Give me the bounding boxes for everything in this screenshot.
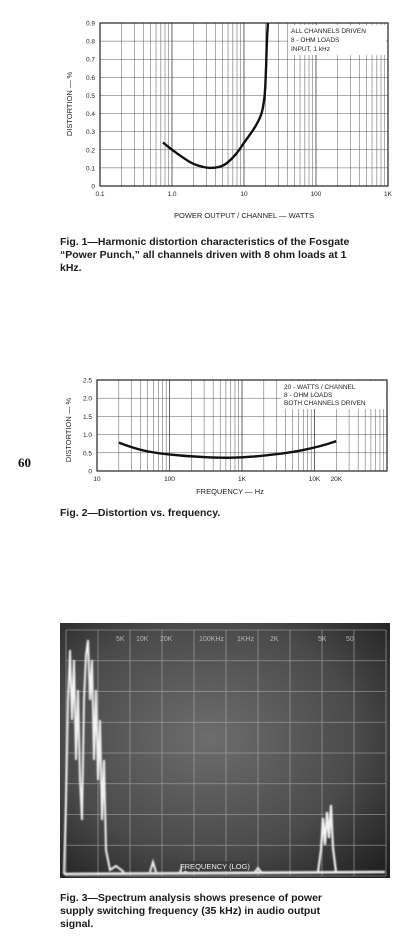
fig3-label-4: 100KHz xyxy=(199,636,224,643)
fig2-caption: Fig. 2—Distortion vs. frequency. xyxy=(60,507,221,519)
fig2-chart xyxy=(64,378,387,497)
fig1-caption: Fig. 1—Harmonic distortion characteristics of the Fosgate “Power Punch,” all channels driven with 8 ohm loads at 1 kHz. xyxy=(60,236,350,274)
fig3-screen-caption: FREQUENCY (LOG) xyxy=(180,862,250,871)
y-tick-label: 1.0 xyxy=(82,432,92,440)
x-tick-label: 10 xyxy=(93,476,101,483)
fig1-chart xyxy=(65,21,393,221)
x-tick-label: 0.1 xyxy=(95,191,105,198)
fig1-legend-line-2: 8 - OHM LOADS xyxy=(291,37,340,44)
x-tick-label: 100 xyxy=(310,191,322,198)
y-tick-label: 0.9 xyxy=(85,20,95,28)
fig3-label-2: 10K xyxy=(136,636,149,643)
fig2-y-axis-label: DISTORTION — % xyxy=(64,397,73,463)
fig1-x-axis-label: POWER OUTPUT / CHANNEL — WATTS xyxy=(173,211,315,220)
fig2-legend-line-1: 20 - WATTS / CHANNEL xyxy=(284,384,356,391)
y-tick-label: 2.0 xyxy=(82,395,92,403)
fig3-caption: Fig. 3—Spectrum analysis shows presence of power supply switching frequency (35 kHz) in audio output signal. xyxy=(60,892,322,930)
fig2-legend-line-3: BOTH CHANNELS DRIVEN xyxy=(284,400,366,407)
y-tick-label: 0.7 xyxy=(85,56,95,64)
x-tick-label: 1K xyxy=(238,476,246,483)
fig3-label-1: 5K xyxy=(116,636,125,643)
y-tick-label: 0.5 xyxy=(85,92,95,100)
y-tick-label: 0.2 xyxy=(85,147,95,155)
fig3-label-5: 1KHz xyxy=(237,636,255,643)
fig1-y-ticks xyxy=(86,21,95,191)
fig1-y-axis-label: DISTORTION — % xyxy=(65,71,74,137)
y-tick-label: 0.5 xyxy=(82,450,92,458)
x-tick-label: 1K xyxy=(384,191,392,198)
fig1-x-ticks xyxy=(95,191,392,198)
fig3-label-8: 50 xyxy=(346,636,354,643)
y-tick-label: 0.3 xyxy=(85,129,95,137)
fig2-x-ticks xyxy=(93,476,342,483)
fig1-legend-line-1: ALL CHANNELS DRIVEN xyxy=(291,28,366,35)
y-tick-label: 0.8 xyxy=(85,38,95,46)
y-tick-label: 1.5 xyxy=(82,413,92,421)
page-number: 60 xyxy=(18,455,31,470)
y-tick-label: 0 xyxy=(88,468,92,476)
x-tick-label: 10K xyxy=(308,476,321,483)
x-tick-label: 20K xyxy=(330,476,343,483)
y-tick-label: 0.4 xyxy=(85,111,95,119)
x-tick-label: 1.0 xyxy=(167,191,177,198)
y-tick-label: 2.5 xyxy=(82,377,92,385)
fig2-x-axis-label: FREQUENCY — Hz xyxy=(196,487,264,496)
y-tick-label: 0 xyxy=(91,183,95,191)
fig3-label-3: 20K xyxy=(160,636,173,643)
fig1-legend-line-3: INPUT, 1 kHz xyxy=(291,46,331,53)
y-tick-label: 0.1 xyxy=(85,165,95,173)
fig3-label-7: 5K xyxy=(318,636,327,643)
y-tick-label: 0.6 xyxy=(85,74,95,82)
fig3-label-6: 2K xyxy=(270,636,279,643)
fig2-y-ticks xyxy=(83,378,92,476)
fig2-legend-line-2: 8 - OHM LOADS xyxy=(284,392,333,399)
x-tick-label: 100 xyxy=(164,476,175,483)
fig2-series-line xyxy=(119,441,336,458)
fig3-photo xyxy=(60,623,390,878)
x-tick-label: 10 xyxy=(240,191,248,198)
fig3-photo-background xyxy=(60,623,390,878)
